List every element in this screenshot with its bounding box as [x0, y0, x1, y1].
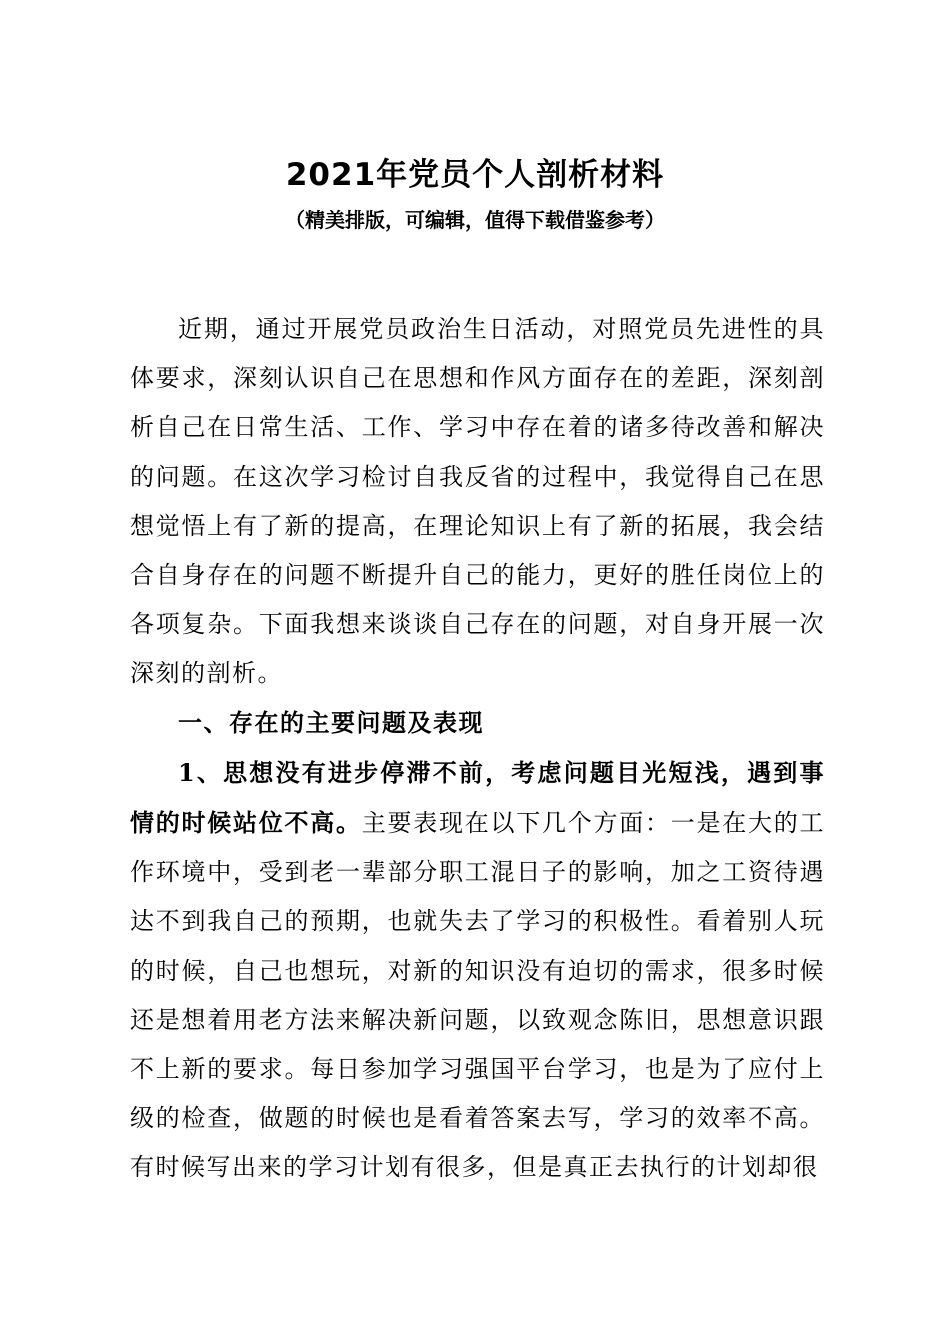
point-1-heading: 1、思想没有进步停滞不前，考虑问题目光短浅，遇到事情的时候站位不高。	[130, 757, 825, 838]
point-1-text: 主要表现在以下几个方面：一是在大的工作环境中，受到老一辈部分职工混日子的影响，加之工资待遇达不到我自己的预期，也就失去了学习的积极性。看着别人玩的时候，自己也想玩，对新的知识没有迫切的需求，很多时候还是想着用老方法来解决新问题，以致观念陈旧，思想意识跟不上新的要求。每日参加学习强国平台学习，也是为了应付上级的检查，做题的时候也是看着答案去写，学习的效率不高。有时候写出来的学习计划有很多，但是真正去执行的计划却很	[130, 809, 825, 1182]
document-body	[130, 305, 825, 1193]
point-1-paragraph	[130, 748, 825, 1193]
intro-paragraph: 近期，通过开展党员政治生日活动，对照党员先进性的具体要求，深刻认识自己在思想和作风方面存在的差距，深刻剖析自己在日常生活、工作、学习中存在着的诸多待改善和解决的问题。在这次学习检讨自我反省的过程中，我觉得自己在思想觉悟上有了新的提高，在理论知识上有了新的拓展，我会结合自身存在的问题不断提升自己的能力，更好的胜任岗位上的各项复杂。下面我想来谈谈自己存在的问题，对自身开展一次深刻的剖析。	[130, 315, 825, 688]
document-subtitle: （精美排版，可编辑，值得下载借鉴参考）	[285, 208, 665, 232]
document-title: 2021年党员个人剖析材料	[285, 157, 665, 193]
section-heading: 一、存在的主要问题及表现	[178, 708, 484, 737]
